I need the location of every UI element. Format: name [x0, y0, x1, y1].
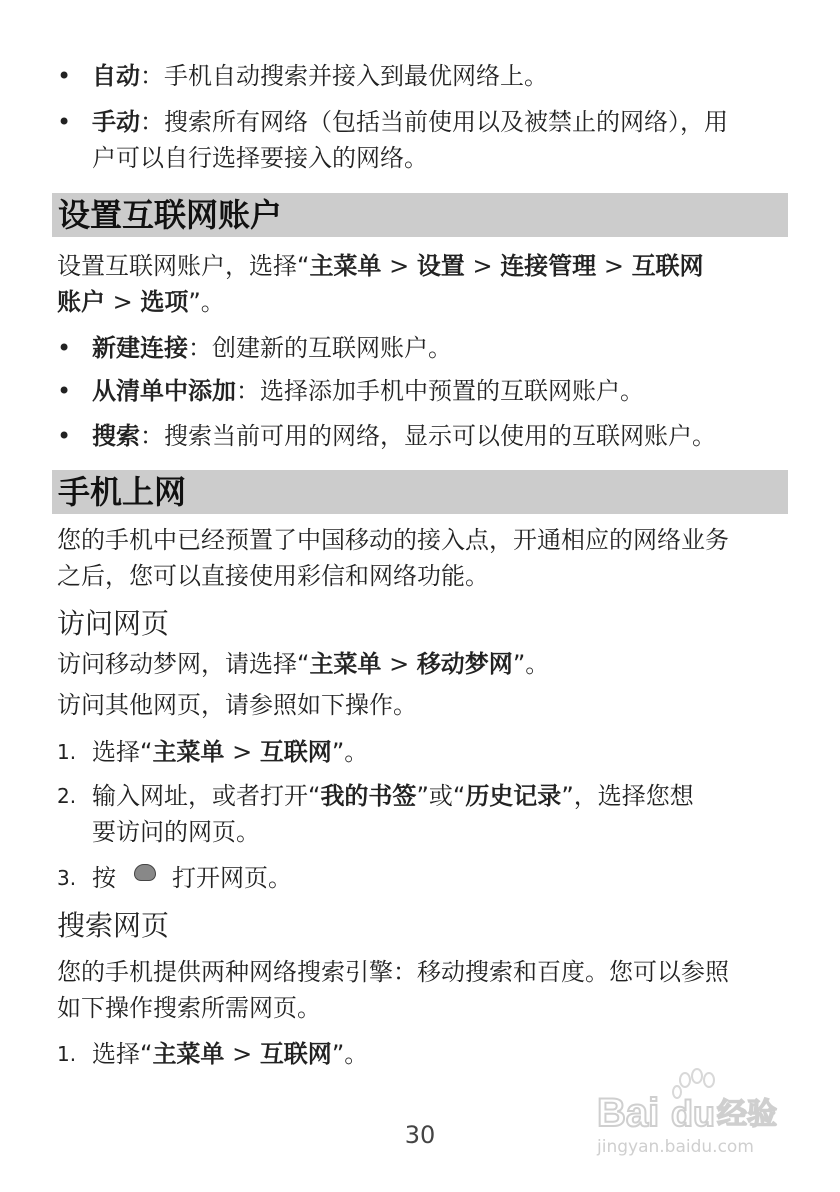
- visit-step-2: 输入网址，或者打开“我的书签”或“历史记录”，选择您想: [92, 782, 694, 810]
- bullet-auto: 自动：手机自动搜索并接入到最优网络上。: [92, 62, 548, 90]
- page-number: 30: [404, 1121, 436, 1149]
- subheading-search-webpage: 搜索网页: [57, 909, 170, 942]
- bullet-new-connection: 新建连接：创建新的互联网账户。: [92, 334, 452, 362]
- bullet-add-from-list: 从清单中添加：选择添加手机中预置的互联网账户。: [92, 377, 644, 405]
- svg-text:jingyan.baidu.com: jingyan.baidu.com: [597, 1137, 754, 1157]
- ok-key-icon: [134, 864, 156, 881]
- bullet-search: 搜索：搜索当前可用的网络，显示可以使用的互联网账户。: [92, 422, 716, 450]
- visit-monternet-line: 访问移动梦网，请选择“主菜单 > 移动梦网”。: [57, 650, 550, 678]
- svg-text:经验: 经验: [717, 1097, 777, 1132]
- visit-step-3-post: 打开网页。: [172, 864, 292, 892]
- section-heading-mobile-internet: 手机上网: [52, 470, 788, 514]
- account-path-line-1: 设置互联网账户，选择“主菜单 > 设置 > 连接管理 > 互联网: [57, 252, 704, 280]
- search-intro-2: 如下操作搜索所需网页。: [57, 994, 321, 1022]
- account-path-line-2: 账户 > 选项”。: [57, 288, 225, 316]
- visit-other-line: 访问其他网页，请参照如下操作。: [57, 691, 417, 719]
- mobile-internet-intro-1: 您的手机中已经预置了中国移动的接入点，开通相应的网络业务: [57, 526, 729, 554]
- bullet-manual-cont: 户可以自行选择要接入的网络。: [92, 144, 428, 172]
- visit-step-1: 选择“主菜单 > 互联网”。: [92, 738, 369, 766]
- step-number: 1.: [57, 740, 77, 764]
- search-step-1: 选择“主菜单 > 互联网”。: [92, 1040, 369, 1068]
- bullet-manual: 手动：搜索所有网络（包括当前使用以及被禁止的网络），用: [92, 108, 728, 136]
- visit-step-3-pre: 按: [92, 864, 116, 892]
- bullet: •: [57, 62, 72, 90]
- step-number: 1.: [57, 1042, 77, 1066]
- step-number: 3.: [57, 866, 77, 890]
- bullet: •: [57, 334, 72, 362]
- step-number: 2.: [57, 784, 77, 808]
- mobile-internet-intro-2: 之后，您可以直接使用彩信和网络功能。: [57, 562, 489, 590]
- bullet: •: [57, 377, 72, 405]
- svg-text:du: du: [671, 1093, 715, 1134]
- bullet: •: [57, 422, 72, 450]
- bullet: •: [57, 108, 72, 136]
- baidu-watermark-logo: [595, 1066, 795, 1161]
- svg-text:Bai: Bai: [597, 1091, 660, 1135]
- subheading-visit-webpage: 访问网页: [57, 607, 170, 640]
- search-intro-1: 您的手机提供两种网络搜索引擎：移动搜索和百度。您可以参照: [57, 958, 729, 986]
- section-heading-internet-account: 设置互联网账户: [52, 193, 788, 237]
- visit-step-2-cont: 要访问的网页。: [92, 818, 260, 846]
